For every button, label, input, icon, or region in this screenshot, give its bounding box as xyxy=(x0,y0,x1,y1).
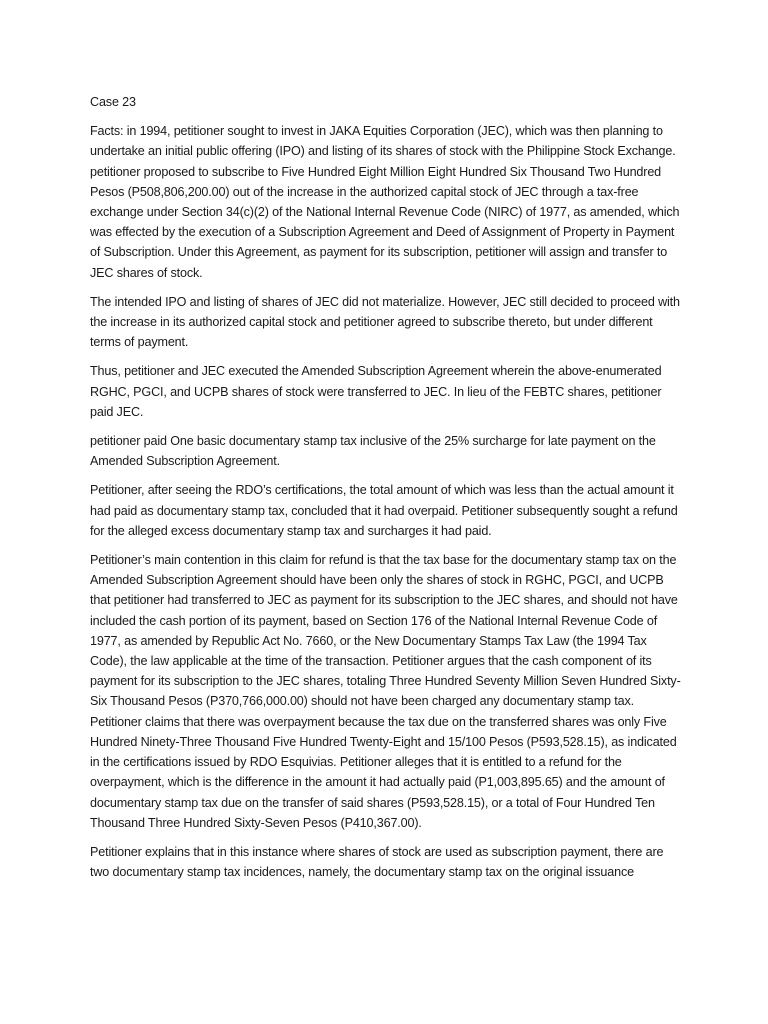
document-body xyxy=(90,92,685,891)
explanation-paragraph: Petitioner explains that in this instance where shares of stock are used as subscription payment, there are two documentary stamp tax incidences, namely, the documentary stamp tax on the original issuance xyxy=(90,844,664,880)
facts-paragraph: Facts: in 1994, petitioner sought to invest in JAKA Equities Corporation (JEC), which was then planning to undertake an initial public offering (IPO) and listing of its shares of stock with the Philippine Stock Exchange. petitioner proposed to subscribe to Five Hundred Eight Million Eight Hundred Six Thousand Two Hundred Pesos (P508,806,200.00) out of the increase in the authorized capital stock of JEC through a tax-free exchange under Section 34(c)(2) of the National Internal Revenue Code (NIRC) of 1977, as amended, which was effected by the execution of a Subscription Agreement and Deed of Assignment of Property in Payment of Subscription. Under this Agreement, as payment for its subscription, petitioner will assign and transfer to JEC shares of stock. xyxy=(90,124,680,280)
amended-agreement-paragraph: Thus, petitioner and JEC executed the Amended Subscription Agreement wherein the above-enumerated RGHC, PGCI, and UCPB shares of stock were transferred to JEC. In lieu of the FEBTC shares, petitioner paid JEC. xyxy=(90,364,662,419)
stamp-tax-paragraph: petitioner paid One basic documentary stamp tax inclusive of the 25% surcharge for late payment on the Amended Subscription Agreement. xyxy=(90,434,656,469)
overpayment-paragraph: Petitioner, after seeing the RDO’s certifications, the total amount of which was less than the actual amount it had paid as documentary stamp tax, concluded that it had overpaid. Petitioner subsequently sought a refund for the alleged excess documentary stamp tax and surcharges it had paid. xyxy=(90,483,678,538)
contention-paragraph: Petitioner’s main contention in this claim for refund is that the tax base for the documentary stamp tax on the Amended Subscription Agreement should have been only the shares of stock in RGHC, PGCI, and UCPB that petitioner had transferred to JEC as payment for its subscription to the JEC shares, and should not have included the cash portion of its payment, based on Section 176 of the National Internal Revenue Code of 1977, as amended by Republic Act No. 7660, or the New Documentary Stamps Tax Law (the 1994 Tax Code), the law applicable at the time of the transaction. Petitioner argues that the cash component of its payment for its subscription to the JEC shares, totaling Three Hundred Seventy Million Seven Hundred Sixty-Six Thousand Pesos (P370,766,000.00) should not have been charged any documentary stamp tax. Petitioner claims that there was overpayment because the tax due on the transferred shares was only Five Hundred Ninety-Three Thousand Five Hundred Twenty-Eight and 15/100 Pesos (P593,528.15), as indicated in the certifications issued by RDO Esquivias. Petitioner alleges that it is entitled to a refund for the overpayment, which is the difference in the amount it had actually paid (P1,003,895.65) and the amount of documentary stamp tax due on the transfer of said shares (P593,528.15), or a total of Four Hundred Ten Thousand Three Hundred Sixty-Seven Pesos (P410,367.00). xyxy=(90,553,681,830)
case-heading: Case 23 xyxy=(90,95,136,109)
ipo-paragraph: The intended IPO and listing of shares of JEC did not materialize. However, JEC still decided to proceed with the increase in its authorized capital stock and petitioner agreed to subscribe thereto, but under different terms of payment. xyxy=(90,294,680,350)
